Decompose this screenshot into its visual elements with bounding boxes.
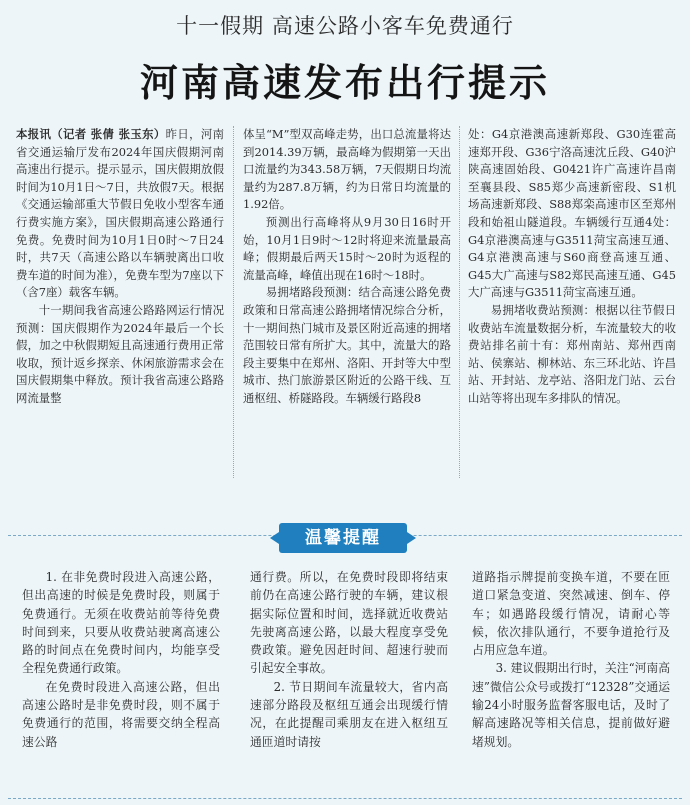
sub-headline: 十一假期 高速公路小客车免费通行: [176, 14, 514, 38]
tips-paragraph: 通行费。所以，在免费时段即将结束前仍在高速公路行驶的车辆，建议根据实际位置和时间，选择就近收费站先驶离高速公路，以最大程度享受免费政策。避免因赶时间、超速行驶而引起安全事故。: [250, 570, 448, 676]
article-paragraph: 易拥堵收费站预测：根据以往节假日收费站车流量数据分析，车流量较大的收费站排名前十有：郑州南站、郑州西南站、侯寨站、柳林站、东三环北站、许昌站、开封站、龙亭站、洛阳龙门站、云台山站等将出现车多排队的情况。: [468, 302, 676, 405]
tips-paragraph: 1. 在非免费时段进入高速公路，但出高速的时候是免费时段，则属于免费通行。无须在收费站前等待免费时间到来，只要从收费站驶离高速公路的时间点在免费时间内，均能享受全程免费通行政策。: [22, 570, 220, 676]
tips-column-3: [472, 568, 670, 751]
tips-paragraph: 3. 建议假期出行时，关注“河南高速”微信公众号或拨打“12328”交通运输24小时服务监督客服电话，及时了解高速路况等相关信息，提前做好避堵规划。: [472, 661, 670, 749]
article-column-1: [16, 126, 224, 408]
column-divider: [459, 126, 460, 478]
article-paragraph: 十一期间我省高速公路路网运行情况预测：国庆假期作为2024年最后一个长假，加之中秋假期短且高速通行费用正常收取，预计返乡探亲、休闲旅游需求会在国庆假期集中释放。预计我省高速公路路网流量整: [16, 302, 224, 405]
article-paragraph: 预测出行高峰将从9月30日16时开始，10月1日9时～12时将迎来流量最高峰；假期最后两天15时～20时为返程的流量高峰，峰值出现在16时～18时。: [243, 214, 451, 282]
headline: 河南高速发布出行提示: [139, 61, 550, 105]
article-paragraph: 易拥堵路段预测：结合高速公路免费政策和日常高速公路拥堵情况综合分析，十一期间热门城市及景区附近高速的拥堵范围较日常有所扩大。其中，流量大的路段主要集中在郑州、洛阳、开封等大中型城市、热门旅游景区附近的公路干线、互通枢纽、桥隧路段。车辆缓行路段8: [243, 285, 451, 405]
article-paragraph: 体呈“M”型双高峰走势，出口总流量将达到2014.39万辆，最高峰为假期第一天出口流量约为343.58万辆，7天假期日均流量约为287.8万辆，约为日常日均流量的1.92倍。: [243, 127, 451, 212]
tips-column-2: [250, 568, 448, 751]
tips-paragraph: 道路指示牌提前变换车道，不要在匝道口紧急变道、突然减速、倒车、停车；如遇路段缓行情况，请耐心等候，依次排队通行，不要争道抢行及占用应急车道。: [472, 570, 670, 658]
article-text: 昨日，河南省交通运输厅发布2024年国庆假期河南高速出行提示。提示显示，国庆假期放假时间为10月1日～7日，共放假7天。根据《交通运输部重大节假日免收小型客车通行费实施方案》，国庆假期高速公路通行免费。免费时间为10月1日0时～7日24时，共7天（高速公路以车辆驶离出口收费车道的时间为准），免费车型为7座以下（含7座）载客车辆。: [16, 127, 224, 300]
tips-title-badge: [279, 523, 407, 553]
article-column-3: [468, 126, 676, 408]
article-column-2: [243, 126, 451, 408]
article-paragraph: [16, 126, 224, 302]
tips-title: 温馨提醒: [305, 528, 381, 548]
article-paragraph: 处：G4京港澳高速新郑段、G30连霍高速郑开段、G36宁洛高速沈丘段、G40沪陕高速固始段、G0421许广高速许昌南至襄县段、S85郑少高速新密段、S1机场高速新郑段、S88郑栾高速市区至郑州段和始祖山隧道段。车辆缓行互通4处：G4京港澳高速与G3511菏宝高速互通、G4京港澳高速与S60商登高速互通、G45大广高速与S82郑民高速互通、G45大广高速与G3511菏宝高速互通。: [468, 127, 676, 300]
tips-paragraph: 在免费时段进入高速公路，但出高速公路时是非免费时段，则不属于免费通行的范围，将需要交纳全程高速公路: [22, 679, 220, 749]
column-divider: [233, 126, 234, 478]
tips-paragraph: 2. 节日期间车流量较大，省内高速部分路段及枢纽互通会出现缓行情况，在此提醒司乘朋友在进入枢纽互通匝道时请按: [250, 679, 448, 749]
byline: 本报讯（记者 张倩 张玉东）: [16, 127, 166, 141]
tips-column-1: [22, 568, 220, 751]
